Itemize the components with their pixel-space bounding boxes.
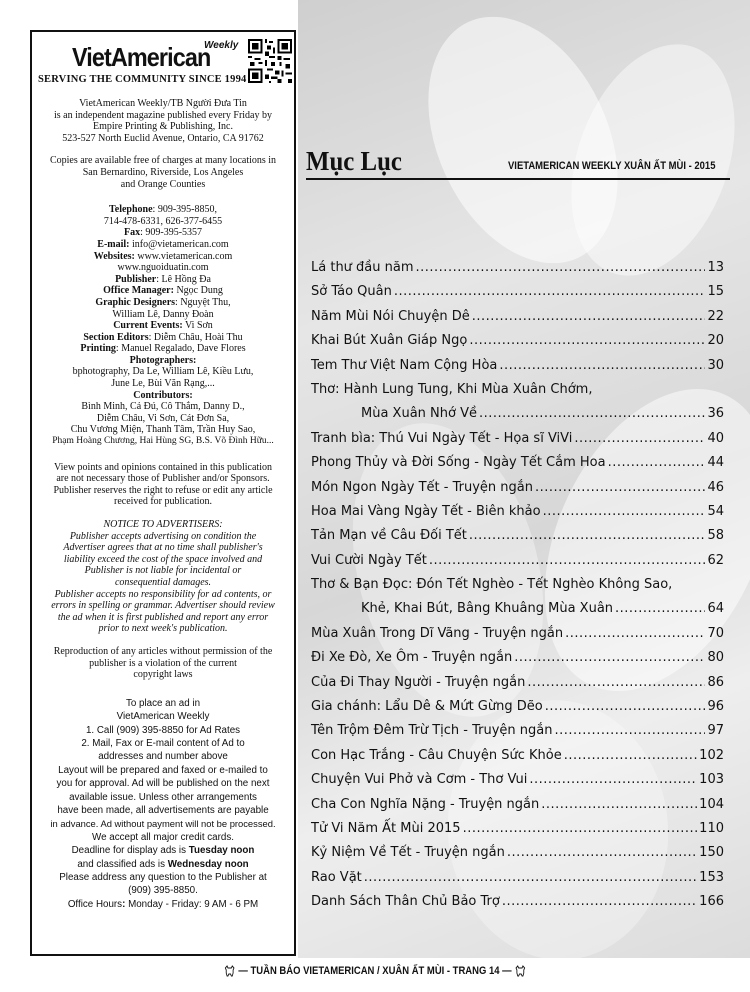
toc-entry-title: Lá thư đầu năm [311, 260, 414, 275]
masthead-tagline: SERVING THE COMMUNITY SINCE 1994 [38, 74, 247, 85]
ad-info-line: you for approval. Ad will be published on the next [56, 778, 270, 790]
toc-entry-title: Kỷ Niệm Về Tết - Truyện ngắn [311, 845, 505, 861]
toc-entry-page: 15 [707, 284, 724, 300]
notice-line: Publisher accepts no responsibility for ad contents, or [54, 588, 272, 600]
contributors-heading: Contributors: [133, 389, 193, 401]
toc-entry-page: 80 [707, 650, 724, 666]
toc-entry-page: 86 [707, 674, 724, 690]
toc-entry [311, 333, 724, 357]
views-line: are not necessary those of Publisher and/or Sponsors. [56, 473, 270, 485]
photographers-line-2: June Le, Bùi Văn Rạng,... [111, 378, 215, 390]
ad-info-line: 1. Call (909) 395-8850 for Ad Rates [85, 724, 241, 736]
notice-line: NOTICE TO ADVERTISERS: [103, 519, 223, 530]
toc-entry-page: 70 [707, 625, 724, 641]
fax-line: Fax: 909-395-5357 [123, 227, 203, 239]
toc-leader-dots [565, 626, 705, 641]
notice-line: prior to next week's publication. [98, 623, 228, 635]
toc-entry-title: Phong Thủy và Đời Sống - Ngày Tết Cắm Hoa [311, 455, 606, 471]
toc-leader-dots [463, 821, 698, 836]
toc-entry-page: 54 [707, 503, 724, 519]
telephone-line: Telephone: 909-395-8850, [109, 204, 217, 216]
toc-entry-page: 150 [699, 845, 724, 861]
toc-entry-title: Tử Vi Năm Ất Mùi 2015 [311, 820, 461, 836]
photographers-line: bphotography, Da Le, William Lê, Kiều Lưu, [72, 366, 254, 378]
toc-entry-page: 30 [707, 357, 724, 373]
toc-entry [311, 406, 724, 430]
toc-entry-title: Sở Táo Quân [311, 284, 392, 300]
toc-entry [311, 626, 724, 650]
ad-info-line: To place an ad in [125, 697, 201, 709]
reproduction-line: Reproduction of any articles without permission of the [53, 645, 273, 657]
toc-leader-dots [364, 870, 697, 885]
toc-leader-dots [507, 845, 697, 860]
toc-entry-title: Gia chánh: Lẩu Dê & Mứt Gừng Dẽo [311, 699, 543, 715]
toc-entry-page: 36 [707, 406, 724, 422]
toc-leader-dots [543, 504, 706, 519]
ad-info-line: We accept all major credit cards. [92, 831, 234, 843]
toc-entry [311, 748, 724, 772]
toc-leader-dots [527, 675, 705, 690]
advertiser-notice [38, 519, 288, 635]
toc-entry-title: Năm Mùi Nói Chuyện Dê [311, 308, 470, 324]
about-line: 523-527 North Euclid Avenue, Ontario, CA 91762 [62, 132, 264, 144]
toc-entry-page: 46 [707, 479, 724, 495]
toc-entry [311, 772, 724, 796]
toc-entry-title: Đi Xe Đò, Xe Ôm - Truyện ngắn [311, 650, 513, 666]
toc-leader-dots [555, 723, 706, 738]
toc-entry [311, 309, 724, 333]
toc-leader-dots [394, 284, 706, 299]
toc-entry-title: Tên Trộm Đêm Trừ Tịch - Truyện ngắn [311, 723, 553, 739]
office-hours-line: Office Hours: Monday - Friday: 9 AM - 6 PM [67, 898, 259, 910]
toc-entry-title: Hoa Mai Vàng Ngày Tết - Biên khảo [311, 503, 541, 519]
notice-line: errors in spelling or grammar. Advertiser should review [51, 600, 275, 612]
photographers-heading: Photographers: [129, 354, 197, 366]
notice-line: the ad when it is first published and report any error [57, 611, 269, 623]
contributors-line: Phạm Hoàng Chương, Hai Hùng SG, B.S. Võ Đình Hữu... [52, 436, 274, 447]
toc-entry-title: Thơ & Bạn Đọc: Đón Tết Nghèo - Tết Nghèo Không Sao, [311, 577, 673, 593]
toc-entry [311, 870, 724, 894]
vietamerican-logo: VietAmerican [72, 42, 211, 72]
email-line: E-mail: info@vietamerican.com [97, 238, 229, 250]
toc-leader-dots [502, 894, 697, 909]
about-block [38, 98, 288, 144]
table-of-contents [311, 260, 724, 919]
toc-entry-page: 103 [699, 772, 724, 788]
toc-entry [311, 675, 724, 699]
ad-info-line: Please address any question to the Publisher at [59, 872, 267, 883]
toc-entry-page: 102 [699, 747, 724, 763]
toc-entry [311, 797, 724, 821]
toc-entry-page: 166 [699, 894, 724, 910]
views-line: View points and opinions contained in this publication [54, 461, 272, 473]
toc-leader-dots [479, 406, 705, 421]
ad-info-line: Layout will be prepared and faxed or e-mailed to [58, 764, 268, 776]
views-line: received for publication. [113, 496, 212, 508]
ad-info-line: VietAmerican Weekly [116, 711, 210, 723]
website-line-2: www.nguoiduatin.com [117, 262, 209, 274]
footer-text: — TUẦN BÁO VIETAMERICAN / XUÂN ẤT MÙI - TRANG 14 — [238, 964, 512, 977]
toc-entry [311, 650, 724, 674]
toc-entry [311, 577, 724, 601]
toc-entry-page: 104 [699, 796, 724, 812]
toc-leader-dots [545, 699, 706, 714]
notice-line: consequential damages. [114, 576, 212, 588]
telephone-line-2: 714-478-6331, 626-377-6455 [103, 215, 223, 227]
toc-leader-dots [535, 480, 705, 495]
toc-entry-page: 20 [707, 333, 724, 349]
logo-weekly-label: Weekly [204, 40, 239, 51]
toc-entry-page: 13 [707, 260, 724, 275]
toc-entry-page: 40 [707, 430, 724, 446]
websites-line: Websites: www.vietamerican.com [93, 250, 233, 262]
graphic-designers-line-2: William Lê, Danny Đoàn [112, 308, 214, 320]
toc-entry-title: Khai Bút Xuân Giáp Ngọ [311, 333, 468, 349]
toc-entry-title: Tem Thư Việt Nam Cộng Hòa [311, 357, 498, 373]
toc-leader-dots [615, 601, 705, 616]
toc-entry [311, 553, 724, 577]
toc-entry [311, 431, 724, 455]
contributors-line: Diễm Châu, Vi Sơn, Cát Đơn Sa, [96, 412, 230, 424]
printing-line: Printing: Manuel Regalado, Dave Flores [80, 343, 246, 355]
contacts-block [38, 204, 288, 447]
views-block [38, 462, 288, 508]
masthead [38, 36, 288, 94]
toc-entry-title: Danh Sách Thân Chủ Bảo Trợ [311, 894, 500, 910]
toc-leader-dots [564, 748, 697, 763]
goat-icon [224, 964, 236, 978]
copies-block [38, 155, 288, 190]
ad-info-line: have been made, all advertisements are payable [57, 804, 269, 816]
toc-entry-title: Mùa Xuân Trong Dĩ Vãng - Truyện ngắn [311, 625, 564, 641]
notice-line: liability exceed the cost of the space involved and [63, 553, 263, 565]
toc-entry-title: Thơ: Hành Lung Tung, Khi Mùa Xuân Chớm, [311, 381, 593, 397]
toc-entry [311, 894, 724, 918]
deadline-display-line: Deadline for display ads is Tuesday noon [71, 845, 255, 857]
toc-entry-page: 62 [707, 552, 724, 568]
toc-entry [311, 723, 724, 747]
toc-leader-dots [541, 797, 697, 812]
toc-leader-dots [469, 528, 706, 543]
contributors-line: Bình Minh, Cả Đú, Cô Thắm, Danny D., [81, 401, 245, 413]
reproduction-block [38, 646, 288, 681]
toc-entry-page: 22 [707, 308, 724, 324]
toc-entry [311, 358, 724, 382]
office-manager-line: Office Manager: Ngọc Dung [103, 285, 223, 297]
toc-entry [311, 284, 724, 308]
edition-label: VIETAMERICAN WEEKLY XUÂN ẤT MÙI - 2015 [508, 160, 716, 172]
toc-entry-title: Món Ngon Ngày Tết - Truyện ngắn [311, 479, 533, 495]
ad-info-line: 2. Mail, Fax or E-mail content of Ad to [81, 737, 245, 749]
toc-entry-title: Tản Mạn về Câu Đối Tết [311, 528, 467, 544]
toc-title: Mục Lục [306, 146, 402, 176]
ad-info-line: in advance. Ad without payment will not be processed. [50, 818, 276, 830]
toc-leader-dots [529, 772, 697, 787]
toc-entry-title: Của Đi Thay Người - Truyện ngắn [311, 674, 526, 690]
toc-leader-dots [608, 455, 706, 470]
notice-line: Advertiser agrees that at no time shall publisher's [63, 542, 263, 554]
toc-entry-title: Con Hạc Trắng - Câu Chuyện Sức Khỏe [311, 747, 562, 763]
deadline-classified-line: and classified ads is Wednesday noon [77, 858, 249, 870]
toc-leader-dots [472, 309, 706, 324]
graphic-designers-line: Graphic Designers: Nguyệt Thu, [95, 296, 231, 308]
notice-line: Publisher is not liable for incidental or [84, 565, 242, 577]
toc-entry-title: Cha Con Nghĩa Nặng - Truyện ngắn [311, 796, 540, 812]
page-footer [53, 964, 698, 978]
ad-info-block [38, 697, 288, 912]
toc-entry [311, 504, 724, 528]
about-line: is an independent magazine published every Friday by [54, 109, 272, 121]
toc-entry-page: 44 [707, 455, 724, 471]
copies-line: Copies are available free of charges at many locations in [49, 155, 277, 167]
ad-info-line: (909) 395-8850. [128, 885, 198, 897]
toc-entry-page: 96 [707, 699, 724, 715]
toc-leader-dots [416, 260, 706, 275]
toc-entry-title: Chuyện Vui Phở và Cơm - Thơ Vui [311, 772, 528, 788]
views-line: Publisher reserves the right to refuse or edit any article [53, 484, 273, 496]
about-line: VietAmerican Weekly/TB Người Đưa Tin [79, 98, 247, 109]
toc-entry [311, 821, 724, 845]
toc-leader-dots [469, 333, 705, 348]
section-editors-line: Section Editors: Diễm Châu, Hoài Thu [83, 331, 243, 343]
office-hours-value: Monday - Friday: 9 AM - 6 PM [125, 898, 259, 910]
toc-leader-dots [514, 650, 705, 665]
publisher-line: Publisher: Lê Hồng Đa [115, 273, 211, 285]
current-events-line: Current Events: Vi Sơn [113, 320, 213, 332]
toc-leader-dots [574, 431, 705, 446]
toc-entry [311, 528, 724, 552]
copies-line: San Bernardino, Riverside, Los Angeles [82, 166, 244, 178]
toc-entry [311, 480, 724, 504]
goat-icon [514, 964, 526, 978]
toc-entry [311, 382, 724, 406]
toc-entry-page: 58 [707, 528, 724, 544]
qr-code-icon [248, 39, 292, 83]
notice-line: Publisher accepts advertising on condition the [69, 530, 257, 542]
toc-entry-page: 64 [707, 601, 724, 617]
toc-entry-page: 153 [699, 869, 724, 885]
contributors-line: Chu Vương Miện, Thanh Tâm, Trần Huy Sao, [70, 424, 256, 436]
toc-leader-dots [429, 553, 706, 568]
toc-entry-title: Khẻ, Khai Bút, Bâng Khuâng Mùa Xuân [361, 601, 614, 617]
toc-leader-dots [499, 358, 705, 373]
reproduction-line: publisher is a violation of the current [89, 657, 237, 669]
toc-entry-page: 110 [699, 820, 724, 836]
toc-entry-page: 97 [707, 723, 724, 739]
ad-info-line: addresses and number above [98, 751, 228, 763]
toc-entry [311, 455, 724, 479]
toc-entry [311, 845, 724, 869]
reproduction-line: copyright laws [133, 669, 193, 681]
copies-line: and Orange Counties [120, 178, 206, 190]
toc-entry-title: Rao Vặt [311, 869, 362, 885]
toc-entry-title: Tranh bìa: Thú Vui Ngày Tết - Họa sĩ ViVi [311, 430, 573, 446]
toc-entry [311, 699, 724, 723]
about-line: Empire Printing & Publishing, Inc. [93, 121, 233, 133]
toc-entry-title: Mùa Xuân Nhớ Về [361, 406, 477, 422]
toc-entry [311, 601, 724, 625]
ad-info-line: available issue. Unless other arrangements [69, 791, 257, 803]
toc-entry [311, 260, 724, 284]
toc-entry-title: Vui Cười Ngày Tết [311, 552, 427, 568]
title-divider [306, 178, 730, 180]
publication-info-box [30, 30, 296, 956]
